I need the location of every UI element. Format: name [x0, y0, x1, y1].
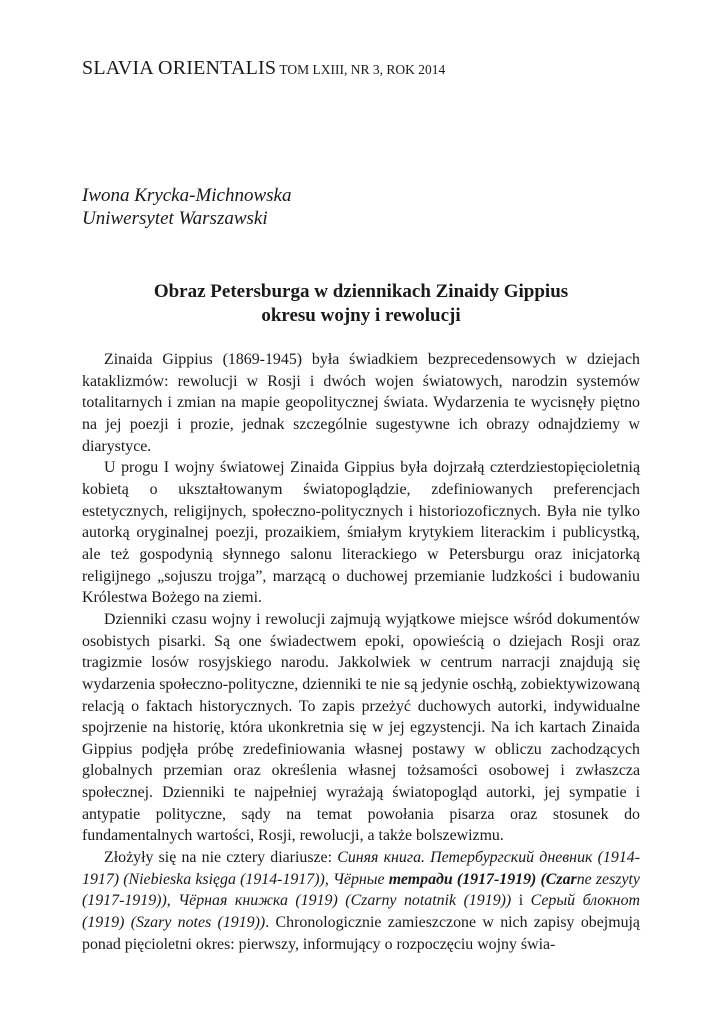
article-title-line-2: okresu wojny i rewolucji	[261, 305, 461, 326]
paragraph-4	[82, 847, 640, 955]
running-head	[82, 57, 445, 80]
p4-title-black-notebooks-b: тетради (1917-1919) (Czar	[388, 870, 577, 888]
p4-title-blue-book: Синяя книга. Петербургский дневник (1914-1917) (Niebieska księga (1914-1917))	[82, 849, 640, 888]
issue-info: TOM LXIII, NR 3, ROK 2014	[279, 62, 446, 77]
p4-title-grey-notes: Серый блокнот (1919) (Szary notes (1919))	[82, 892, 640, 932]
author-affiliation: Uniwersytet Warszawski	[82, 208, 268, 229]
article-body	[82, 349, 640, 955]
p4-title-black-notepad: Чёрная книжка (1919) (Czarny notatnik (1919))	[178, 892, 512, 910]
author-block	[82, 184, 291, 230]
p4-title-black-notebooks-c: ne zeszyty (1917-1919))	[82, 870, 640, 910]
p4-text-1: Złożyły się na nie cztery diariusze:	[104, 849, 338, 867]
paragraph-2: U progu I wojny światowej Zinaida Gippius była dojrzałą czterdziestopięcioletnią kobietą o ukształtowanym światopoglądzie, zdefiniowanych preferencjach estetycznych, religijnych, społeczno-politycznych i historiozoficznych. Była nie tylko autorką oryginalnej poezji, prozaikiem, śmiałym krytykiem literackim i publicystką, ale też gospodynią słynnego salonu literackiego w Petersburgu oraz inicjatorką religijnego „sojuszu trojga”, marzącą o duchowej przemianie ludzkości i budowaniu Królestwa Bożego na ziemi.	[82, 459, 640, 607]
p4-title-black-notebooks-a: Чёрные	[332, 870, 389, 888]
p4-text-5: . Chronologicznie zamieszczone w nich zapisy obejmują ponad pięcioletni okres: pierwszy, informujący o rozpoczęciu wojny świa-	[82, 914, 640, 953]
article-title-line-1: Obraz Petersburga w dziennikach Zinaidy Gippius	[153, 281, 569, 302]
paragraph-3: Dzienniki czasu wojny i rewolucji zajmują wyjątkowe miejsce wśród dokumentów osobistych pisarki. Są one świadectwem epoki, opowieścią o dziejach Rosji oraz tragizmie losów rosyjskiego narodu. Jakkolwiek w centrum narracji znajdują się wydarzenia społeczno-polityczne, dzienniki te nie są jedynie oschłą, zobiektywizowaną relacją o faktach historycznych. To zapis przeżyć duchowych autorki, indywidualne spojrzenie na historię, która ukonkretnia się w jej egzystencji. Na ich kartach Zinaida Gippius podjęła próbę zredefiniowania własnej postawy w obliczu zachodzących globalnych przemian oraz określenia własnej tożsamości osobowej i zwłaszcza społecznej. Dzienniki te najpełniej wyrażają światopogląd autorki, jej sympatie i antypatie polityczne, sądy na temat powołania pisarza oraz stosunek do fundamentalnych wartości, Rosji, rewolucji, a także bolszewizmu.	[82, 610, 640, 845]
journal-title: SLAVIA ORIENTALIS	[82, 57, 277, 79]
author-name: Iwona Krycka-Michnowska	[82, 185, 292, 206]
paragraph-1: Zinaida Gippius (1869-1945) była świadkiem bezprecedensowych w dziejach kataklizmów: rewolucji w Rosji i dwóch wojen światowych, narodzin systemów totalitarnych i zmian na mapie geopolitycznej świata. Wydarzenia te wycisnęły piętno na jej poezji i prozie, jednak szczególnie sugestywne ich obrazy odnajdziemy w diarystyce.	[82, 351, 640, 455]
p4-text-4: i	[511, 892, 531, 910]
article-title	[82, 280, 640, 328]
p4-text-2: ,	[324, 870, 333, 888]
p4-text-3: ,	[166, 892, 179, 910]
